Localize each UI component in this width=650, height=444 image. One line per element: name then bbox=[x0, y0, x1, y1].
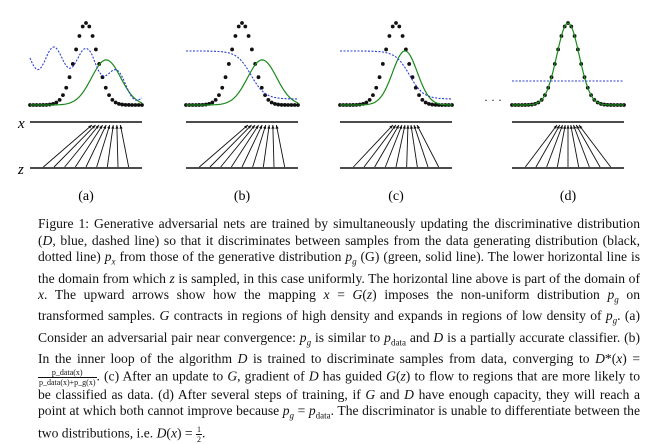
mapping-arrow bbox=[385, 125, 402, 167]
data-distribution-point bbox=[68, 75, 72, 79]
mapping-arrow bbox=[65, 125, 99, 167]
data-distribution-point bbox=[217, 93, 221, 97]
data-distribution-point bbox=[384, 48, 388, 52]
data-distribution-point bbox=[237, 25, 241, 29]
data-distribution-point bbox=[127, 103, 131, 107]
mapping-arrowhead bbox=[276, 125, 279, 129]
mapping-arrow bbox=[557, 125, 565, 167]
data-distribution-point bbox=[130, 103, 134, 107]
data-distribution-point bbox=[234, 34, 238, 38]
data-distribution-point bbox=[124, 103, 128, 107]
discriminator-curve bbox=[340, 51, 452, 99]
mapping-arrowhead bbox=[410, 125, 413, 129]
data-distribution-point bbox=[420, 98, 424, 102]
data-distribution-point bbox=[250, 48, 254, 52]
mapping-arrowhead bbox=[560, 125, 563, 129]
generator-distribution-curve bbox=[512, 23, 624, 105]
panel-label: (c) bbox=[388, 189, 404, 204]
data-distribution-point bbox=[270, 101, 274, 105]
generator-distribution-curve bbox=[340, 51, 452, 105]
mapping-arrowhead bbox=[271, 125, 274, 129]
data-distribution-point bbox=[134, 103, 138, 107]
mapping-arrowhead bbox=[563, 125, 566, 129]
panel-label: (d) bbox=[559, 189, 577, 204]
mapping-arrowhead bbox=[566, 125, 569, 129]
data-distribution-point bbox=[414, 86, 418, 90]
mapping-arrow bbox=[573, 125, 589, 167]
mapping-arrow bbox=[417, 125, 439, 167]
data-distribution-point bbox=[388, 34, 392, 38]
data-distribution-point bbox=[81, 25, 85, 29]
panel-c bbox=[338, 21, 454, 204]
z-axis-label: z bbox=[18, 162, 24, 178]
panel-label: (a) bbox=[78, 189, 94, 204]
mapping-arrow bbox=[117, 125, 118, 167]
data-distribution-point bbox=[107, 93, 111, 97]
mapping-arrow bbox=[199, 125, 248, 167]
panel-a bbox=[28, 21, 144, 204]
data-distribution-point bbox=[220, 86, 224, 90]
data-distribution-point bbox=[290, 103, 294, 107]
data-distribution-point bbox=[74, 48, 78, 52]
data-distribution-point bbox=[78, 34, 82, 38]
data-distribution-point bbox=[243, 25, 247, 29]
data-distribution-point bbox=[91, 34, 95, 38]
discriminator-curve bbox=[186, 51, 298, 99]
data-distribution-point bbox=[381, 62, 385, 66]
panel-ellipsis: · · · bbox=[484, 93, 502, 107]
optimal-discriminator-fraction: $\frac{\text{p\_data(x)}}{\text{p\_data(x)+p\_g(x)}}$ bbox=[39, 367, 96, 387]
mapping-arrow bbox=[396, 125, 405, 167]
data-distribution-point bbox=[407, 62, 411, 66]
data-distribution-point bbox=[257, 75, 261, 79]
data-distribution-point bbox=[394, 21, 398, 25]
data-distribution-point bbox=[227, 62, 231, 66]
one-half-fraction: $\frac{1}{2}$ bbox=[196, 424, 201, 444]
mapping-arrowhead bbox=[120, 125, 123, 129]
figure-panels bbox=[28, 21, 626, 204]
data-distribution-point bbox=[280, 103, 284, 107]
data-distribution-point bbox=[397, 25, 401, 29]
mapping-arrow bbox=[576, 125, 600, 167]
data-distribution-point bbox=[64, 86, 68, 90]
data-distribution-point bbox=[401, 34, 405, 38]
mapping-arrowhead bbox=[414, 125, 417, 129]
data-distribution-point bbox=[137, 103, 141, 107]
data-distribution-point bbox=[87, 25, 91, 29]
mapping-arrow bbox=[221, 125, 255, 167]
data-distribution-point bbox=[293, 103, 297, 107]
data-distribution-point bbox=[230, 48, 234, 52]
mapping-arrow bbox=[571, 125, 579, 167]
data-distribution-point bbox=[273, 102, 277, 106]
mapping-arrow bbox=[120, 125, 128, 167]
data-distribution-point bbox=[276, 103, 280, 107]
data-distribution-point bbox=[378, 75, 382, 79]
mapping-arrowhead bbox=[115, 125, 118, 129]
mapping-arrowhead bbox=[107, 125, 110, 129]
data-distribution-point bbox=[296, 103, 300, 107]
data-distribution-point bbox=[61, 93, 65, 97]
data-distribution-point bbox=[247, 34, 251, 38]
data-distribution-point bbox=[117, 102, 121, 106]
data-distribution-point bbox=[240, 21, 244, 25]
data-distribution-point bbox=[214, 98, 218, 102]
mapping-arrow bbox=[536, 125, 560, 167]
mapping-arrow bbox=[579, 125, 611, 167]
mapping-arrow bbox=[364, 125, 396, 167]
data-distribution-point bbox=[58, 98, 62, 102]
data-distribution-point bbox=[224, 75, 228, 79]
data-distribution-point bbox=[368, 98, 372, 102]
mapping-arrowhead bbox=[570, 125, 573, 129]
data-distribution-point bbox=[371, 93, 375, 97]
mapping-arrow bbox=[43, 125, 92, 167]
data-distribution-point bbox=[84, 21, 88, 25]
data-distribution-point bbox=[266, 98, 270, 102]
mapping-arrow bbox=[276, 125, 284, 167]
mapping-arrow bbox=[525, 125, 557, 167]
data-distribution-point bbox=[417, 93, 421, 97]
data-distribution-point bbox=[391, 25, 395, 29]
mapping-arrow bbox=[547, 125, 563, 167]
data-distribution-point bbox=[120, 103, 124, 107]
figure-caption: Figure 1: Generative adversarial nets are trained by simultaneously updating the discriminative distribution (D, blue, dashed line) so that it discriminates between samples from the data generating distribution (black, dotted line) $p_x$ from those of the generative distribution $p_g$ (G) (green, solid line). The lower horizontal line is the domain from which z is sampled, in this case uniformly. The horizontal line above is part of the domain of x. The upward arrows show how the mapping x = G(z) imposes the non-uniform distribution $p_g$ on transformed samples. G contracts in regions of high density and expands in regions of low density of $p_g$. (a) Consider an adversarial pair near convergence: $p_g$ is similar to $p_{data}$ and D is a partially accurate classifier. (b) In the inner loop of the algorithm D is trained to discriminate samples from data, converging to D*(x) = $\frac{\text{p\_data(x)}}{\text{p\_data(x)+p\_g(x)}}$ . (c) After an update to G, gradient of D has guided G(z) to flow to regions that are more likely to be classified as data. (d) After several steps of training, if G and D have enough capacity, they will reach a point at which both cannot improve because $p_g = p_{data}$. The discriminator is unable to differentiate between the two distributions, i.e. D(x) = $\frac{1}{2}$ . bbox=[38, 216, 641, 444]
data-distribution-point bbox=[94, 48, 98, 52]
data-distribution-point bbox=[104, 86, 108, 90]
mapping-arrowhead bbox=[399, 125, 402, 129]
mapping-arrowhead bbox=[263, 125, 266, 129]
mapping-arrowhead bbox=[573, 125, 576, 129]
caption-text: Figure 1: Generative adversarial nets are trained by simultaneously updating the bbox=[38, 216, 495, 231]
data-distribution-point bbox=[374, 86, 378, 90]
data-distribution-point bbox=[54, 101, 58, 105]
data-distribution-point bbox=[114, 101, 118, 105]
gan-figure bbox=[0, 0, 650, 214]
x-axis-label: x bbox=[18, 116, 25, 132]
data-distribution-point bbox=[430, 103, 434, 107]
data-distribution-point bbox=[210, 101, 214, 105]
mapping-arrow bbox=[273, 125, 274, 167]
discriminator-curve bbox=[30, 47, 142, 100]
data-distribution-point bbox=[140, 103, 144, 107]
data-distribution-point bbox=[110, 98, 114, 102]
data-distribution-point bbox=[286, 103, 290, 107]
panel-label: (b) bbox=[233, 189, 251, 204]
data-distribution-point bbox=[283, 103, 287, 107]
data-distribution-point bbox=[427, 102, 431, 106]
data-distribution-point bbox=[424, 101, 428, 105]
panel-b bbox=[184, 21, 300, 204]
mapping-arrowhead bbox=[406, 125, 409, 129]
panel-d bbox=[510, 21, 626, 204]
mapping-arrow bbox=[407, 125, 408, 167]
